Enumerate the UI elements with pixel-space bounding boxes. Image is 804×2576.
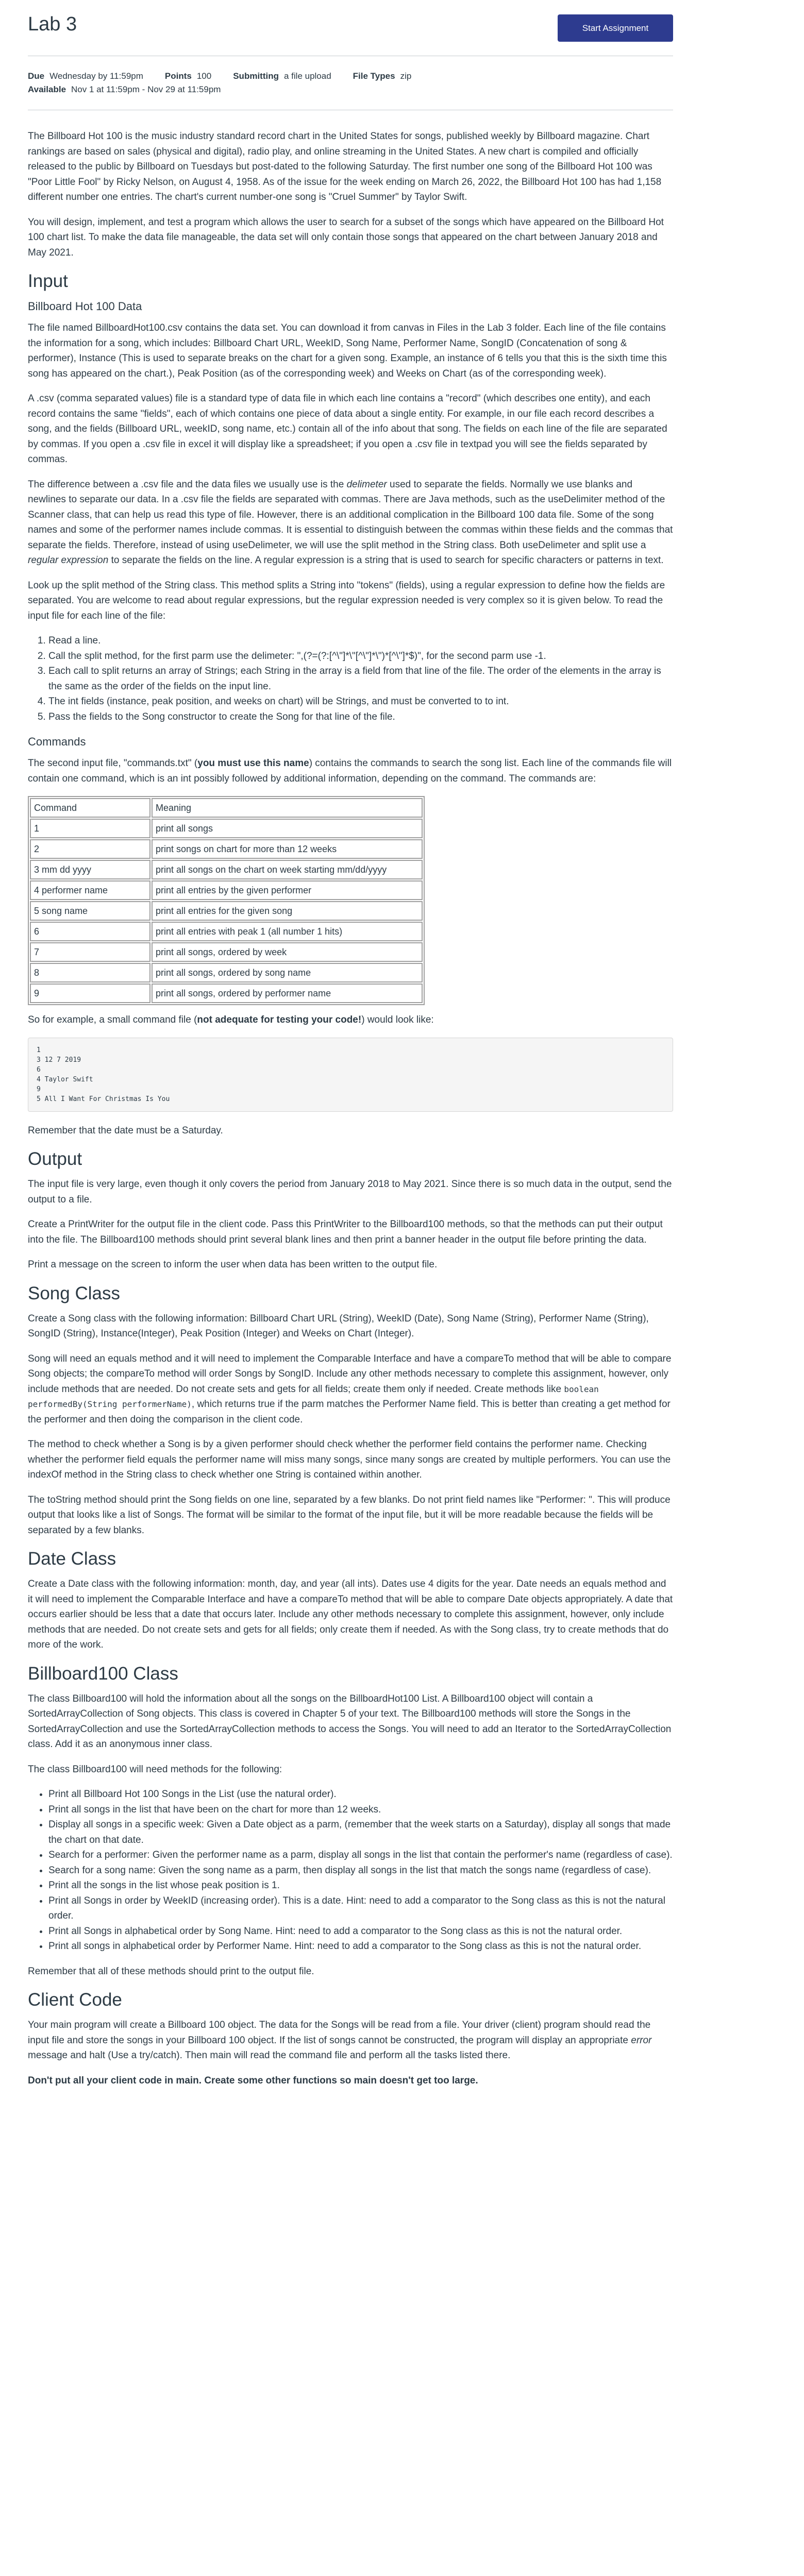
list-item: 2. Call the split method, for the first parm use the delimeter: ",(?=(?:[^\"]*\"[^\"]*\")*[^\"]*$)", for the second parm use -1. xyxy=(48,649,673,664)
song-class-heading: Song Class xyxy=(28,1283,120,1303)
availability-row xyxy=(28,83,673,96)
list-item: • Display all songs in a specific week: Given a Date object as a parm, (remember that the week starts on a Saturday), display all songs that made the chart on that date. xyxy=(48,1817,673,1848)
table-cell: print all songs xyxy=(152,819,423,838)
list-item: 3. Each call to split returns an array of Strings; each String in the array is a field from that line of the file. The order of the elements in the array is the same as the order of the fields on the input line. xyxy=(48,664,673,694)
submitting-value: a file upload xyxy=(283,71,331,81)
table-row xyxy=(30,860,423,879)
commands-table xyxy=(28,796,425,1005)
table-row xyxy=(30,963,423,982)
table-row xyxy=(30,880,423,900)
table-cell: 6 xyxy=(30,922,150,941)
list-item: • Print all songs in alphabetical order by Performer Name. Hint: need to add a comparator to the Song class as this is not the natural order. xyxy=(48,1939,673,1954)
table-row xyxy=(30,984,423,1003)
input-paragraph: A .csv (comma separated values) file is a standard type of data file in which each line contains a "record" (which describes one entity), and each record contains the same "fields", each of which contains one piece of data about a single entity. For example, in our file each record describes a song, and the fields (Billboard URL, weekID, song name, etc.) contain all of the info about that song. The fields on each line of the file are separated by commas. If you open a .csv file in excel it will display like a spreadsheet; if you open a .csv file in textpad you will see the fields separated by commas. xyxy=(28,393,667,465)
list-item: • Print all songs in the list that have been on the chart for more than 12 weeks. xyxy=(48,1802,673,1818)
page-title: Lab 3 xyxy=(28,13,77,35)
song-class-paragraph: The method to check whether a Song is by a given performer should check whether the performer field contains the performer name. Checking whether the performer field equals the performer name will miss many songs, since many songs are created by multiple performers. You can use the indexOf method in the String class to check whether one String is contained within another. xyxy=(28,1439,671,1480)
table-row xyxy=(30,942,423,962)
client-code-paragraph: Don't put all your client code in main. Create some other functions so main doesn't get too large. xyxy=(28,2075,478,2086)
output-paragraph: Create a PrintWriter for the output file in the client code. Pass this PrintWriter to the Billboard100 methods, so that the methods can put their output into the file. The Billboard100 methods should print several blank lines and then print a banner header in the output file before printing the data. xyxy=(28,1219,663,1245)
list-item: 1. Read a line. xyxy=(48,633,673,649)
table-header-cell: Command xyxy=(30,798,150,818)
table-cell: 8 xyxy=(30,963,150,982)
details-row xyxy=(28,70,673,83)
points-value: 100 xyxy=(196,71,212,81)
table-cell: print all songs, ordered by week xyxy=(152,942,423,962)
commands-paragraph: Remember that the date must be a Saturday. xyxy=(28,1125,223,1136)
submitting-label: Submitting xyxy=(233,71,279,81)
billboard-class-heading: Billboard100 Class xyxy=(28,1663,178,1684)
billboard-class-paragraph: The class Billboard100 will need methods for the following: xyxy=(28,1764,282,1775)
points-label: Points xyxy=(164,71,192,81)
song-class-paragraph: Song will need an equals method and it will need to implement the Comparable Interface and have a compareTo method that will be able to compare Song objects; the compareTo method will order Songs by SongID. Include any other methods necessary to complete this assignment, however, only include methods that are needed. Do not create sets and gets for all fields; create them only if needed. Create methods like boolean performedBy(String performerName), which returns true if the parm matches the Performer Name field. This is better than creating a get method for the performer and then doing the comparison in the client code. xyxy=(28,1353,672,1425)
billboard-class-paragraph: Remember that all of these methods should print to the output file. xyxy=(28,1965,314,1977)
output-paragraph: The input file is very large, even though it only covers the period from January 2018 to May 2021. Since there is so much data in the output, send the output to a file. xyxy=(28,1179,672,1205)
client-code-heading: Client Code xyxy=(28,1990,122,2010)
list-item: • Print all Billboard Hot 100 Songs in the List (use the natural order). xyxy=(48,1787,673,1802)
regex-term: regular expression xyxy=(28,555,109,566)
table-cell: print all songs on the chart on week starting mm/dd/yyyy xyxy=(152,860,423,879)
due-value: Wednesday by 11:59pm xyxy=(49,71,143,81)
table-cell: 9 xyxy=(30,984,150,1003)
table-cell: print songs on chart for more than 12 weeks xyxy=(152,839,423,859)
output-paragraph: Print a message on the screen to inform the user when data has been written to the output file. xyxy=(28,1259,438,1270)
list-item: 5. Pass the fields to the Song constructor to create the Song for that line of the file. xyxy=(48,709,673,725)
table-header-cell: Meaning xyxy=(152,798,423,818)
assignment-details xyxy=(28,56,673,110)
commands-subheading: Commands xyxy=(28,735,86,748)
start-assignment-button[interactable]: Start Assignment xyxy=(558,14,673,42)
table-cell: print all entries by the given performer xyxy=(152,880,423,900)
billboard-methods-list xyxy=(28,1787,673,1954)
delimeter-term: delimeter xyxy=(346,479,387,490)
intro-paragraph: You will design, implement, and test a program which allows the user to search for a subset of the songs which have appeared on the Billboard Hot 100 chart list. To make the data file manageable, the data set will only contain those songs that appeared on the chart between January 2018 and May 2021. xyxy=(28,216,664,258)
due-label: Due xyxy=(28,71,45,81)
commands-paragraph: So for example, a small command file (not adequate for testing your code!) would look like: xyxy=(28,1014,434,1025)
table-row xyxy=(30,819,423,838)
input-paragraph: The file named BillboardHot100.csv contains the data set. You can download it from canvas in Files in the Lab 3 folder. Each line of the file contains the information for a song, which includes: Billboard Chart URL, WeekID, Song Name, Performer Name, SongID (Concatenation of song & performer), Instance (This is used to separate breaks on the chart for a given song. Example, an instance of 6 tells you that this is the sixth time this song has appeared on the chart.), Peak Position (as of the corresponding week) and Weeks on Chart (as of the corresponding week). xyxy=(28,323,667,379)
list-item: • Search for a performer: Given the performer name as a parm, display all songs in the list that contain the performer's name (regardless of case). xyxy=(48,1848,673,1863)
table-row xyxy=(30,839,423,859)
assignment-description xyxy=(28,110,673,2088)
available-value: Nov 1 at 11:59pm - Nov 29 at 11:59pm xyxy=(71,84,221,94)
list-item: 4. The int fields (instance, peak position, and weeks on chart) will be Strings, and must be converted to to int. xyxy=(48,694,673,709)
date-class-heading: Date Class xyxy=(28,1549,116,1569)
table-cell: 2 xyxy=(30,839,150,859)
commands-paragraph: The second input file, "commands.txt" (you must use this name) contains the commands to search the song list. Each line of the commands file will contain one command, which is an int possibly followed by additional information, depending on the command. The commands are: xyxy=(28,758,672,784)
table-cell: 3 mm dd yyyy xyxy=(30,860,150,879)
song-class-paragraph: The toString method should print the Song fields on one line, separated by a few blanks. Do not print field names like "Performer: ". This will produce output that looks like a list of Songs. The format will be similar to the format of the input file, but it will be more readable because the fields will be separated by a few blanks. xyxy=(28,1494,671,1536)
input-paragraph: The difference between a .csv file and the data files we usually use is the delimeter used to separate the fields. Normally we use blanks and newlines to separate our data. In a .csv file the fields are separated with commas. There are Java methods, such as the useDelimiter method of the Scanner class, that can help us read this type of file. However, there is an additional complication in the Billboard 100 data file. Some of the song names and some of the performer names include commas. It is essential to distinguish between the commas within these fields and the commas that separate the fields. Therefore, instead of using useDelimeter, we will use the split method in the String class. Both useDelimeter and split use a regular expression to separate the fields on the line. A regular expression is a string that is used to search for specific characters or patterns in text. xyxy=(28,479,673,566)
output-heading: Output xyxy=(28,1149,82,1169)
table-cell: print all songs, ordered by performer name xyxy=(152,984,423,1003)
command-file-example: 1 3 12 7 2019 6 4 Taylor Swift 9 5 All I Want For Christmas Is You xyxy=(28,1038,673,1112)
song-class-paragraph: Create a Song class with the following information: Billboard Chart URL (String), WeekID (Date), Song Name (String), Performer Name (String), SongID (String), Instance(Integer), Peak Position (Integer) and Weeks on Chart (Integer). xyxy=(28,1313,649,1339)
list-item: • Print all the songs in the list whose peak position is 1. xyxy=(48,1878,673,1893)
available-label: Available xyxy=(28,84,66,94)
read-steps-list xyxy=(28,633,673,724)
table-cell: 4 performer name xyxy=(30,880,150,900)
input-heading: Input xyxy=(28,271,68,291)
list-item: • Search for a song name: Given the song name as a parm, then display all songs in the list that match the songs name (regardless of case). xyxy=(48,1863,673,1878)
table-cell: 7 xyxy=(30,942,150,962)
file-types-value: zip xyxy=(400,71,412,81)
assignment-page xyxy=(28,0,673,2098)
date-class-paragraph: Create a Date class with the following information: month, day, and year (all ints). Dates use 4 digits for the year. Date needs an equals method and it will need to implement the Comparable Interface and have a compareTo method that will be able to compare Date objects appropriately. A date that occurs earlier should be less that a date that occurs later. Include any other methods necessary to complete this assignment, however, only include methods that are needed. Do not create sets and gets for all fields; only create them if needed. As with the Song class, try to create methods that do more of the work. xyxy=(28,1579,673,1650)
intro-paragraph: The Billboard Hot 100 is the music industry standard record chart in the United States for songs, published weekly by Billboard magazine. Chart rankings are based on sales (physical and digital), radio play, and online streaming in the United States. A new chart is compiled and officially released to the public by Billboard on Tuesdays but post-dated to the following Saturday. The first number one song of the Billboard Hot 100 was "Poor Little Fool" by Ricky Nelson, on August 4, 1958. As of the issue for the week ending on March 26, 2022, the Billboard Hot 100 has had 1,158 different number one entries. The chart's current number-one song is "Cruel Summer" by Taylor Swift. xyxy=(28,131,662,202)
assignment-header xyxy=(28,0,673,56)
table-cell: print all entries for the given song xyxy=(152,901,423,921)
table-cell: 1 xyxy=(30,819,150,838)
list-item: • Print all Songs in alphabetical order by Song Name. Hint: need to add a comparator to the Song class as this is not the natural order. xyxy=(48,1924,673,1939)
file-types-label: File Types xyxy=(353,71,395,81)
table-row xyxy=(30,922,423,941)
table-cell: print all entries with peak 1 (all number 1 hits) xyxy=(152,922,423,941)
table-row xyxy=(30,901,423,921)
client-code-paragraph: Your main program will create a Billboard 100 object. The data for the Songs will be read from a file. Your driver (client) program should read the input file and store the songs in your Billboard 100 object. If the list of songs cannot be constructed, the program will display an appropriate error message and halt (Use a try/catch). Then main will read the command file and perform all the tasks listed there. xyxy=(28,2020,652,2061)
input-paragraph: Look up the split method of the String class. This method splits a String into "tokens" (fields), using a regular expression to define how the fields are separated. You are welcome to read about regular expressions, but the regular expression needed is very complex so it is given below. To read the input file for each line of the file: xyxy=(28,580,665,621)
table-header-row xyxy=(30,798,423,818)
method-signature: boolean performedBy(String performerName) xyxy=(28,1384,599,1409)
table-cell: print all songs, ordered by song name xyxy=(152,963,423,982)
list-item: • Print all Songs in order by WeekID (increasing order). This is a date. Hint: need to add a comparator to the Song class as this is not the natural order. xyxy=(48,1893,673,1924)
billboard-class-paragraph: The class Billboard100 will hold the information about all the songs on the BillboardHot100 List. A Billboard100 object will contain a SortedArrayCollection of Song objects. This class is covered in Chapter 5 of your text. The Billboard100 methods will store the Songs in the SortedArrayCollection and use the SortedArrayCollection methods to access the Songs. You will need to add an Iterator to the SortedArrayCollection class. Add it as an anonymous inner class. xyxy=(28,1693,672,1750)
billboard-data-subheading: Billboard Hot 100 Data xyxy=(28,300,142,313)
table-cell: 5 song name xyxy=(30,901,150,921)
